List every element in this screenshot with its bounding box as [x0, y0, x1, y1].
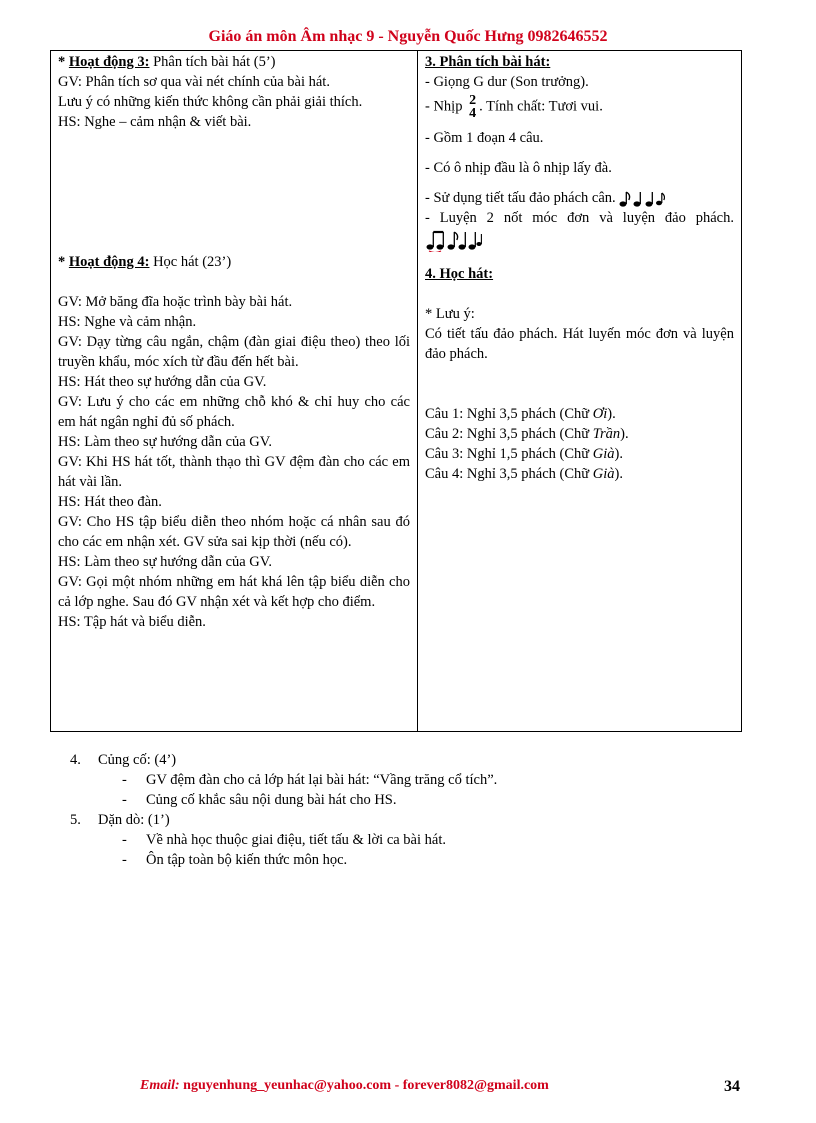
- activity-4-title: Học hát (23’): [149, 254, 232, 270]
- lesson-table: [50, 50, 742, 732]
- activity-4-line: GV: Cho HS tập biểu diễn theo nhóm hoặc cá nhân sau đó cho các em nhận xét. GV sửa sai kịp thời (nếu có).: [58, 514, 410, 550]
- section-4-heading: 4. Học hát:: [425, 266, 494, 282]
- activity-4-line: HS: Hát theo đàn.: [58, 494, 162, 510]
- item-4-sub: - Củng cố khắc sâu nội dung bài hát cho HS.: [122, 792, 397, 808]
- activity-3-line: Lưu ý có những kiến thức không cần phải giải thích.: [58, 94, 363, 110]
- activity-4-label: Hoạt động 4:: [68, 254, 150, 270]
- eighth-notes-rhythm-icon: [425, 228, 483, 252]
- phrase-line: Câu 2: Nghỉ 3,5 phách (Chữ Trần).: [425, 426, 629, 442]
- activity-4-line: HS: Nghe và cảm nhận.: [58, 314, 197, 330]
- activity-4-line: GV: Dạy từng câu ngắn, chậm (đàn giai điệu theo) theo lối truyền khẩu, móc xích từ đầu đến hết bài.: [58, 334, 410, 370]
- item-5: 5. Dặn dò: (1’): [70, 812, 170, 828]
- activity-4-line: HS: Tập hát và biểu diễn.: [58, 614, 206, 630]
- page-header: Giáo án môn Âm nhạc 9 - Nguyễn Quốc Hưng 0982646552: [208, 28, 608, 45]
- activity-4-line: HS: Hát theo sự hướng dẫn của GV.: [58, 374, 267, 390]
- activity-4-line: GV: Gọi một nhóm những em hát khá lên tập biểu diễn cho cả lớp nghe. Sau đó GV nhận xét và kết hợp cho điểm.: [58, 574, 410, 610]
- teacher-student-column: [51, 51, 418, 732]
- activity-4-line: GV: Khi HS hát tốt, thành thạo thì GV đệm đàn cho các em hát vài lần.: [58, 454, 410, 490]
- anacrusis-line: - Có ô nhịp đầu là ô nhịp lấy đà.: [425, 160, 612, 176]
- practice-line: - Luyện 2 nốt móc đơn và luyện đảo phách.: [425, 208, 734, 252]
- activity-4-line: GV: Mở băng đĩa hoặc trình bày bài hát.: [58, 294, 293, 310]
- closing-section: [70, 750, 750, 870]
- phrase-line: Câu 1: Nghỉ 3,5 phách (Chữ Ơi).: [425, 406, 616, 422]
- time-signature: 2 4: [469, 93, 477, 121]
- activity-3-heading: * Hoạt động 3: Phân tích bài hát (5’): [58, 54, 276, 70]
- page-number: 34: [724, 1078, 740, 1095]
- key-line: - Giọng G dur (Son trưởng).: [425, 74, 589, 90]
- phrase-line: Câu 3: Nghỉ 1,5 phách (Chữ Già).: [425, 446, 623, 462]
- activity-3-line: GV: Phân tích sơ qua vài nét chính của bài hát.: [58, 74, 330, 90]
- section-3-heading: 3. Phân tích bài hát:: [425, 54, 551, 70]
- syncopation-rhythm-icon: [619, 190, 665, 208]
- email-addresses: nguyenhung_yeunhac@yahoo.com - forever8082@gmail.com: [179, 1078, 549, 1093]
- activity-4-heading: * Hoạt động 4: Học hát (23’): [58, 254, 232, 270]
- activity-3-line: HS: Nghe – cảm nhận & viết bài.: [58, 114, 252, 130]
- phrase-line: Câu 4: Nghỉ 3,5 phách (Chữ Già).: [425, 466, 623, 482]
- activity-4-line: GV: Lưu ý cho các em những chỗ khó & chỉ huy cho các em hát ngân nghỉ đủ số phách.: [58, 394, 410, 430]
- item-4-sub: - GV đệm đàn cho cả lớp hát lại bài hát: “Vầng trăng cổ tích”.: [122, 772, 498, 788]
- item-5-sub: - Ôn tập toàn bộ kiến thức môn học.: [122, 852, 348, 868]
- item-5-sub: - Về nhà học thuộc giai điệu, tiết tấu & lời ca bài hát.: [122, 832, 446, 848]
- activity-3-title: Phân tích bài hát (5’): [149, 54, 276, 70]
- form-line: - Gồm 1 đoạn 4 câu.: [425, 130, 544, 146]
- item-4: 4. Củng cố: (4’): [70, 752, 177, 768]
- activity-3-label: Hoạt động 3:: [68, 54, 150, 70]
- activity-4-line: HS: Làm theo sự hướng dẫn của GV.: [58, 434, 273, 450]
- note-label: * Lưu ý:: [425, 306, 475, 322]
- activity-4-line: HS: Làm theo sự hướng dẫn của GV.: [58, 554, 273, 570]
- meter-line: - Nhịp 2 4 . Tính chất: Tươi vui.: [425, 93, 603, 121]
- rhythm-line: - Sử dụng tiết tấu đảo phách cân.: [425, 188, 734, 208]
- content-column: [418, 51, 742, 732]
- email-label: Email:: [140, 1078, 180, 1093]
- footer-contact: [140, 1078, 549, 1094]
- note-text: Có tiết tấu đảo phách. Hát luyến móc đơn và luyện đảo phách.: [425, 326, 734, 362]
